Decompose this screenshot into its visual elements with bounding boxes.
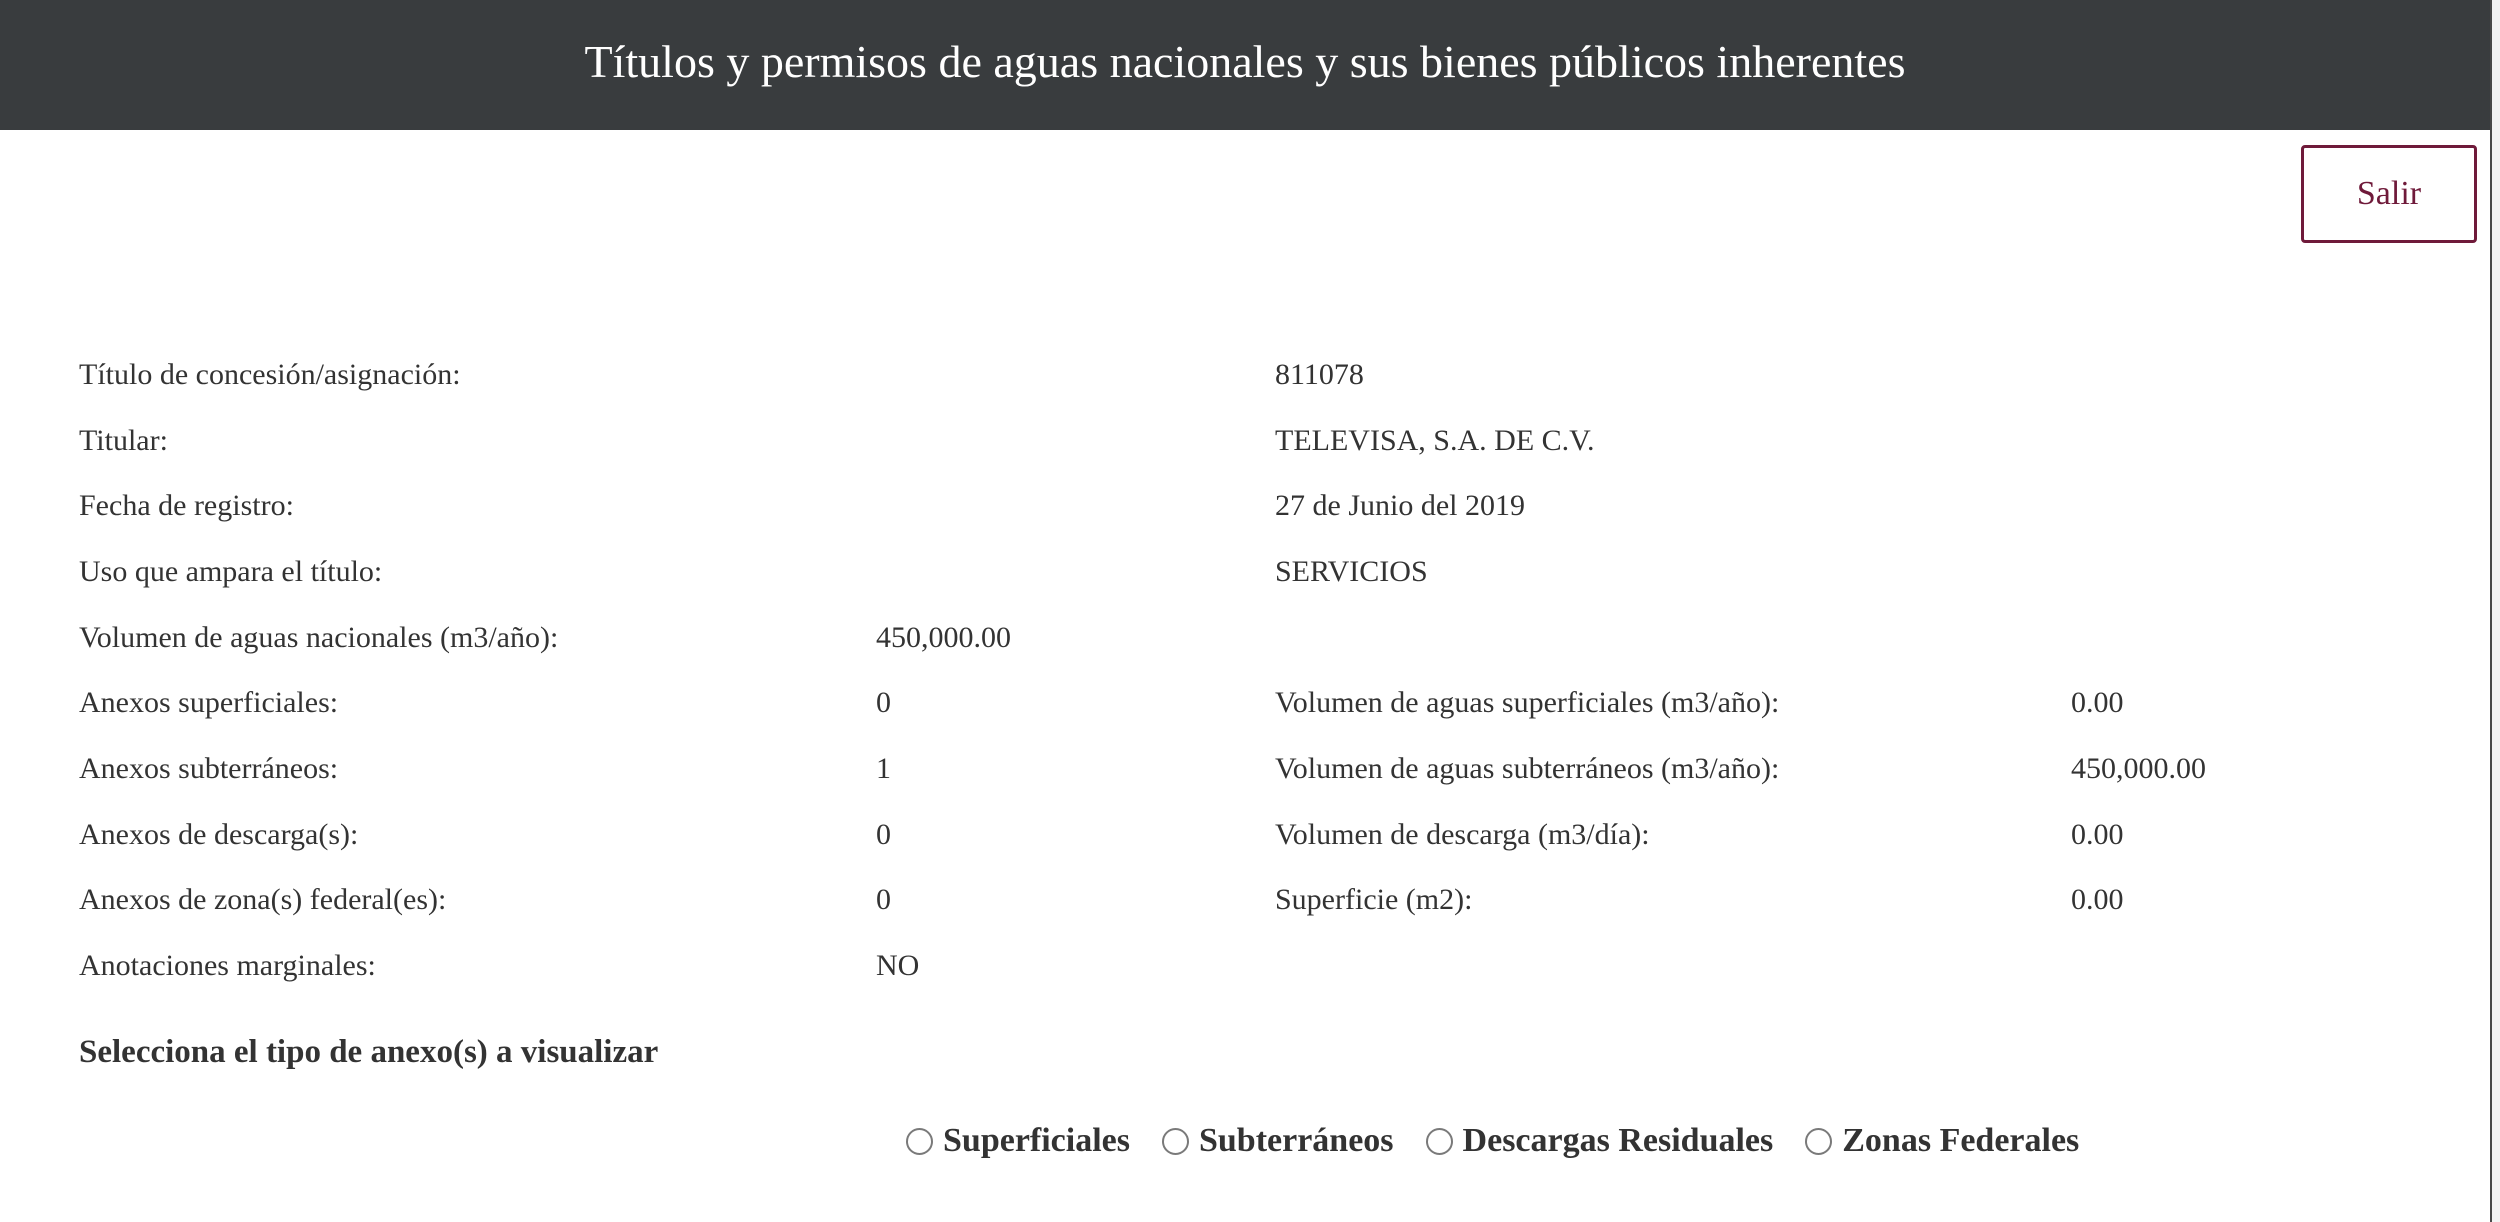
volumen-nacional-label: Volumen de aguas nacionales (m3/año): [79, 621, 559, 654]
volumen-nacional-value: 450,000.00 [876, 621, 1011, 654]
titulo-value: 811078 [1275, 358, 1364, 391]
volumen-subterraneos-label: Volumen de aguas subterráneos (m3/año): [1275, 752, 1780, 785]
volumen-descarga-value: 0.00 [2071, 818, 2124, 851]
radio-superficiales[interactable] [906, 1122, 1130, 1160]
volumen-superficiales-label: Volumen de aguas superficiales (m3/año): [1275, 686, 1780, 719]
volumen-superficiales-value: 0.00 [2071, 686, 2124, 719]
titulo-label: Título de concesión/asignación: [79, 358, 461, 391]
volumen-descarga-label: Volumen de descarga (m3/día): [1275, 818, 1650, 851]
anexos-subterraneos-value: 1 [876, 752, 891, 785]
superficie-label: Superficie (m2): [1275, 883, 1473, 916]
fecha-registro-value: 27 de Junio del 2019 [1275, 489, 1525, 522]
uso-value: SERVICIOS [1275, 555, 1428, 588]
titular-label: Titular: [79, 424, 168, 457]
radio-circle-icon[interactable] [1805, 1128, 1832, 1155]
anexos-descarga-value: 0 [876, 818, 891, 851]
radio-superficiales-label: Superficiales [943, 1122, 1130, 1159]
titular-value: TELEVISA, S.A. DE C.V. [1275, 424, 1595, 457]
fecha-registro-label: Fecha de registro: [79, 489, 294, 522]
page-title: Títulos y permisos de aguas nacionales y sus bienes públicos inherentes [584, 35, 1906, 87]
anexos-descarga-label: Anexos de descarga(s): [79, 818, 359, 851]
scrollbar[interactable] [2490, 0, 2500, 1222]
annex-selector-title: Selecciona el tipo de anexo(s) a visualizar [79, 1034, 659, 1070]
anexos-zona-federal-label: Anexos de zona(s) federal(es): [79, 883, 447, 916]
exit-button[interactable]: Salir [2301, 145, 2477, 243]
radio-descargas-residuales-label: Descargas Residuales [1462, 1122, 1774, 1159]
superficie-value: 0.00 [2071, 883, 2124, 916]
radio-zonas-federales[interactable] [1805, 1122, 2079, 1160]
radio-subterraneos[interactable] [1162, 1122, 1394, 1160]
anexos-superficiales-label: Anexos superficiales: [79, 686, 339, 719]
radio-subterraneos-label: Subterráneos [1198, 1122, 1394, 1159]
radio-descargas-residuales[interactable] [1426, 1122, 1774, 1160]
radio-circle-icon[interactable] [1426, 1128, 1453, 1155]
page-header [0, 0, 2490, 130]
uso-label: Uso que ampara el título: [79, 555, 383, 588]
radio-zonas-federales-label: Zonas Federales [1842, 1122, 2080, 1159]
annex-type-radio-group [906, 1122, 2111, 1160]
anotaciones-value: NO [876, 949, 920, 982]
anexos-subterraneos-label: Anexos subterráneos: [79, 752, 339, 785]
radio-circle-icon[interactable] [906, 1128, 933, 1155]
anexos-zona-federal-value: 0 [876, 883, 891, 916]
radio-circle-icon[interactable] [1162, 1128, 1189, 1155]
anexos-superficiales-value: 0 [876, 686, 891, 719]
volumen-subterraneos-value: 450,000.00 [2071, 752, 2206, 785]
anotaciones-label: Anotaciones marginales: [79, 949, 376, 982]
